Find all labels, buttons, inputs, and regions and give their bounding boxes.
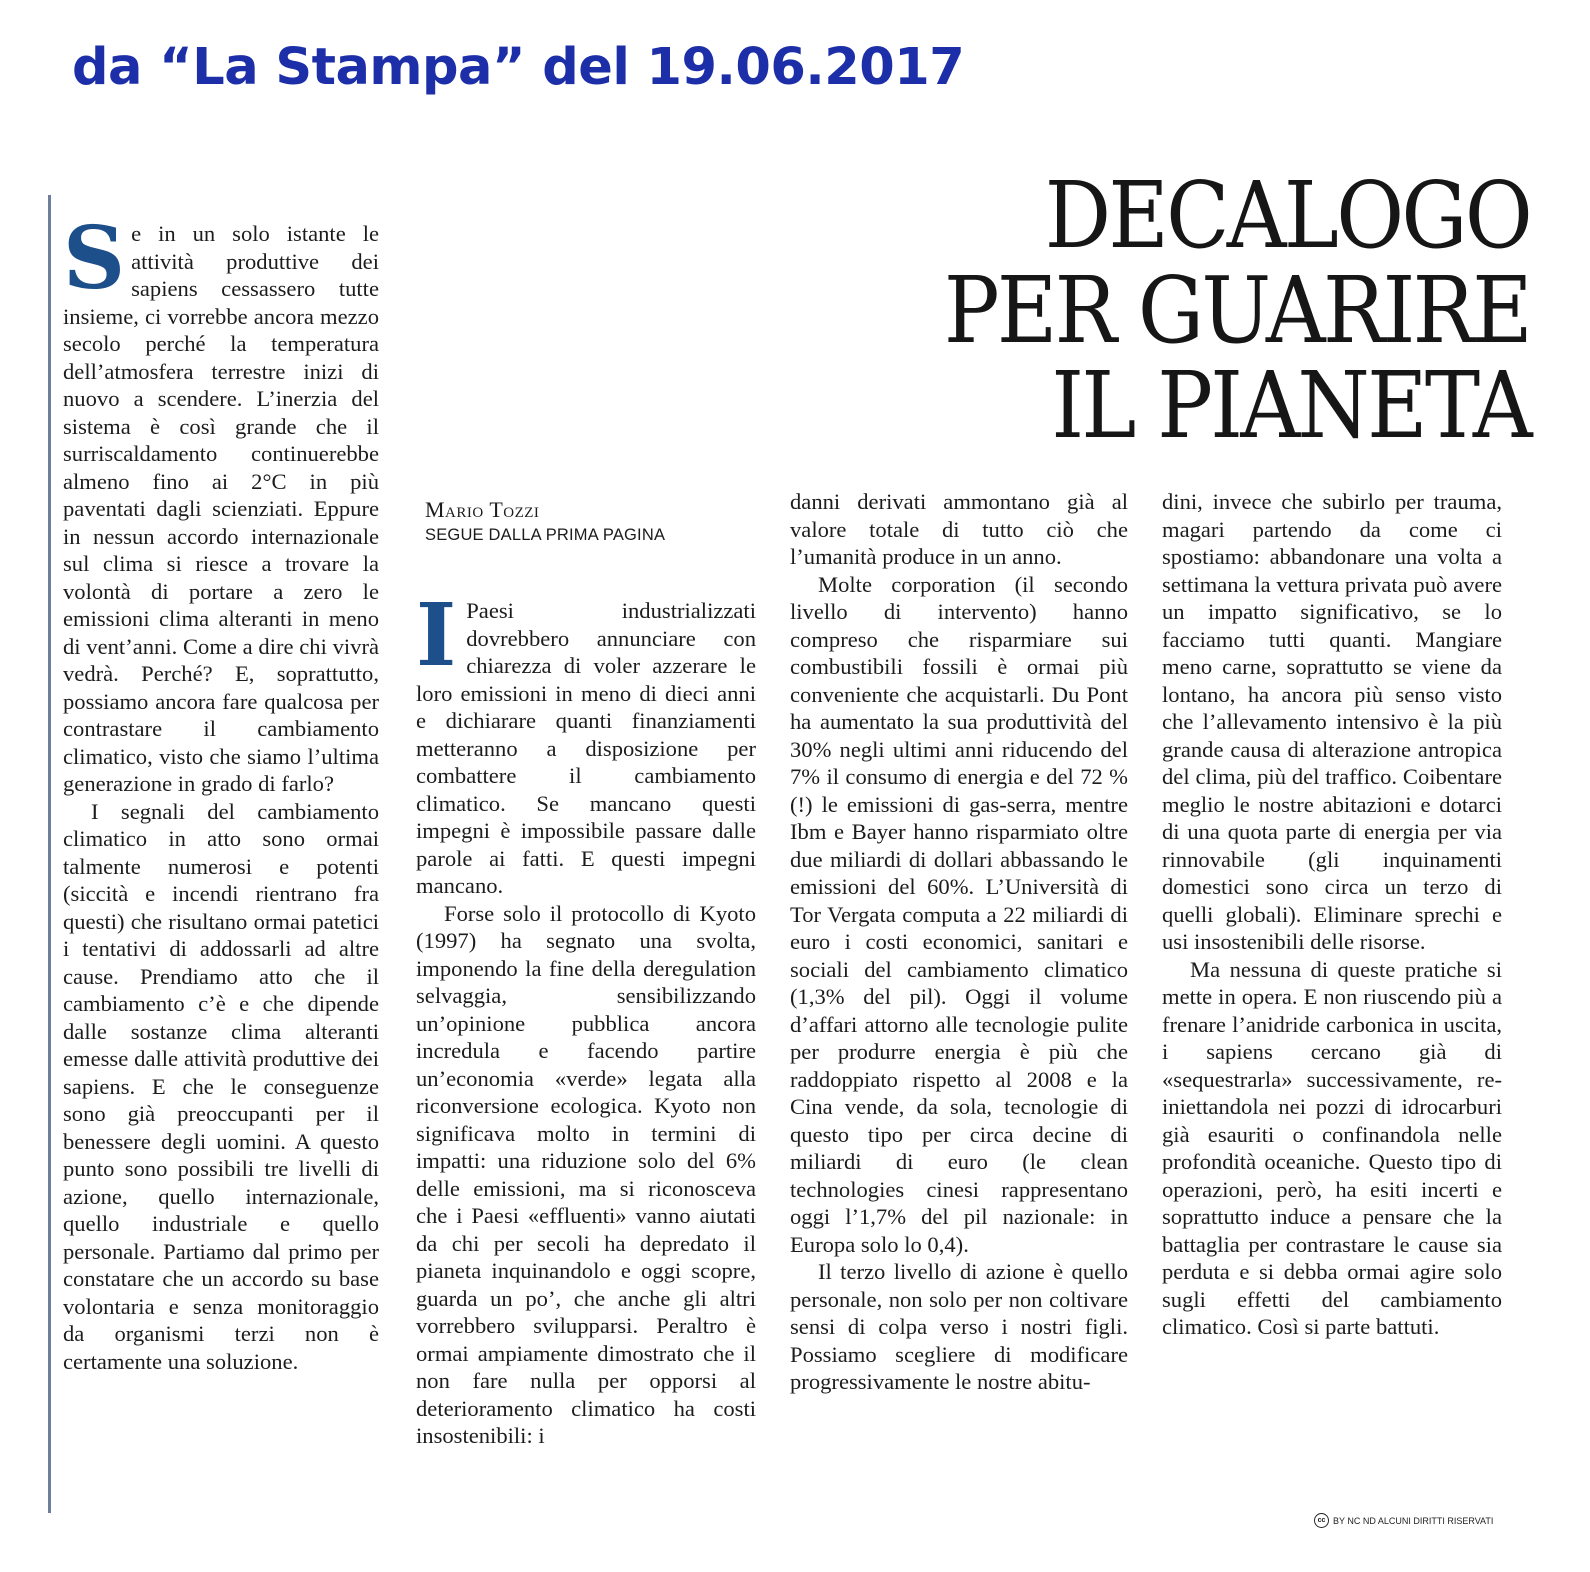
headline-line-2: PER GUARIRE — [943, 257, 1530, 364]
source-header: da “La Stampa” del 19.06.2017 — [72, 38, 965, 97]
paragraph-text: Paesi industrializzati dovrebbero annunciare con chiarezza di voler azzerare le loro emissioni in meno di dieci anni e dichiarare quanti finanziamenti metteranno a disposizione per combattere il cambiamento climatico. Se mancano questi impegni è impossibile passare dalle parole ai fatti. E questi impegni mancano. — [416, 598, 756, 898]
paragraph — [63, 208, 379, 798]
paragraph: I segnali del cambiamento climatico in atto sono ormai talmente numerosi e potenti (siccità e incendi rientrano fra questi) che risultano ormai patetici i tentativi di addossarli ad altre cause. Prendiamo atto che il cambiamento c’è e che dipende dalle sostanze clima alteranti emesse dalle attività produttive dei sapiens. E che le conseguenze sono già preoccupanti per il benessere degli uomini. A questo punto sono possibili tre livelli di azione, quello internazionale, quello industriale e quello personale. Partiamo dal primo per constatare che un accordo su base volontaria e senza monitoraggio da organismi terzi non è certamente una soluzione. — [63, 798, 379, 1374]
paragraph: Il terzo livello di azione è quello personale, non solo per non coltivare sensi di colpa verso i nostri figli. Possiamo scegliere di modificare progressivamente le nostre abitu- — [790, 1259, 1128, 1394]
paragraph: dini, invece che subirlo per trauma, magari partendo da come ci spostiamo: abbandonare una volta a settimana la vettura privata può avere un impatto significativo, se lo facciamo tutti quanti. Mangiare meno carne, soprattutto se viene da lontano, ha ancora più senso visto che l’allevamento intensivo è la più grande causa di alterazione antropica del clima, più del traffico. Coibentare meglio le nostre abitazioni e dotarci di una quota parte di energia per via rinnovabile (gli inquinamenti domestici sono circa un terzo di quelli globali). Eliminare sprechi e usi insostenibili delle risorse. — [1162, 489, 1502, 954]
creative-commons-icon: cc — [1314, 1513, 1329, 1528]
drop-cap: I — [416, 585, 457, 686]
paragraph-text: e in un solo istante le attività produttive dei sapiens cessassero tutte insieme, ci vorrebbe ancora mezzo secolo perché la temperatura dell’atmosfera terrestre inizi di nuovo a scendere. L’inerzia del sistema è così grande che il surriscaldamento continuerebbe almeno fino ai 2°C in più paventati dagli scienziati. Eppure in nessun accordo internazionale sul clima si riesce a trovare la volontà di portare a zero le emissioni clima alteranti in meno di vent’anni. Come a dire chi vivrà vedrà. Perché? E, soprattutto, possiamo ancora fare qualcosa per contrastare il cambiamento climatico, visto che siamo l’ultima generazione in grado di farlo? — [63, 221, 379, 796]
paragraph: Molte corporation (il secondo livello di intervento) hanno compreso che risparmiare sui combustibili fossili è ormai più conveniente che acquistarli. Du Pont ha aumentato la sua produttività del 30% negli ultimi anni riducendo del 7% il consumo di energia e del 72 % (!) le emissioni di gas-serra, mentre Ibm e Bayer hanno risparmiato oltre due miliardi di dollari abbassando le emissioni del 60%. L’Università di Tor Vergata computa a 22 miliardi di euro i costi economici, sanitari e sociali del cambiamento climatico (1,3% del pil). Oggi il volume d’affari attorno alle tecnologie pulite per produrre energia è più che raddoppiato rispetto al 2008 e la Cina vende, da sola, tecnologie di questo tipo per circa decine di miliardi di euro (le clean technologies cinesi rappresentano oggi l’1,7% del pil nazionale: in Europa solo lo 0,4). — [790, 571, 1128, 1257]
license-text: BY NC ND ALCUNI DIRITTI RISERVATI — [1333, 1515, 1494, 1526]
paragraph: Ma nessuna di queste pratiche si mette in opera. E non riuscendo più a frenare l’anidride carbonica in uscita, i sapiens cercano già di «sequestrarla» successivamente, re-iniettandola nei pozzi di idrocarburi già esauriti o confinandola nelle profondità oceaniche. Questo tipo di operazioni, però, ha esiti incerti e soprattutto induce a pensare che la battaglia per contrastare le cause sia perduta e si debba ormai agire solo sugli effetti del cambiamento climatico. Così si parte battuti. — [1162, 956, 1502, 1339]
author-name: Mario Tozzi — [425, 497, 540, 522]
article-column-4 — [1162, 488, 1502, 1341]
headline — [873, 162, 1530, 459]
drop-cap: S — [63, 208, 126, 309]
paragraph: Forse solo il protocollo di Kyoto (1997) ha segnato una svolta, imponendo la fine della deregulation selvaggia, sensibilizzando un’opinione pubblica ancora incredula e facendo partire un’economia «verde» legata alla riconversione ecologica. Kyoto non significava molto in termini di impatti: una riduzione solo del 6% delle emissioni, ma si riconosceva che i Paesi «effluenti» vanno aiutati da chi per secoli ha depredato il pianeta inquinandolo e oggi scopre, guarda un po’, che anche gli altri vorrebbero svilupparsi. Peraltro è ormai ampiamente dimostrato che il non fare nulla per opporsi al deterioramento climatico ha costi insostenibili: i — [416, 900, 756, 1448]
headline-line-1: DECALOGO — [1044, 162, 1530, 269]
article-column-2 — [416, 585, 756, 1450]
paragraph — [416, 585, 756, 900]
article-column-1 — [63, 208, 379, 1375]
continued-from-front-page: SEGUE DALLA PRIMA PAGINA — [425, 526, 666, 544]
paragraph: danni derivati ammontano già al valore totale di tutto ciò che l’umanità produce in un anno. — [790, 489, 1128, 569]
article-column-3 — [790, 488, 1128, 1396]
license-notice — [1314, 1513, 1493, 1528]
byline — [425, 497, 665, 545]
headline-line-3: IL PIANETA — [1051, 352, 1530, 459]
column-rule — [48, 195, 51, 1513]
